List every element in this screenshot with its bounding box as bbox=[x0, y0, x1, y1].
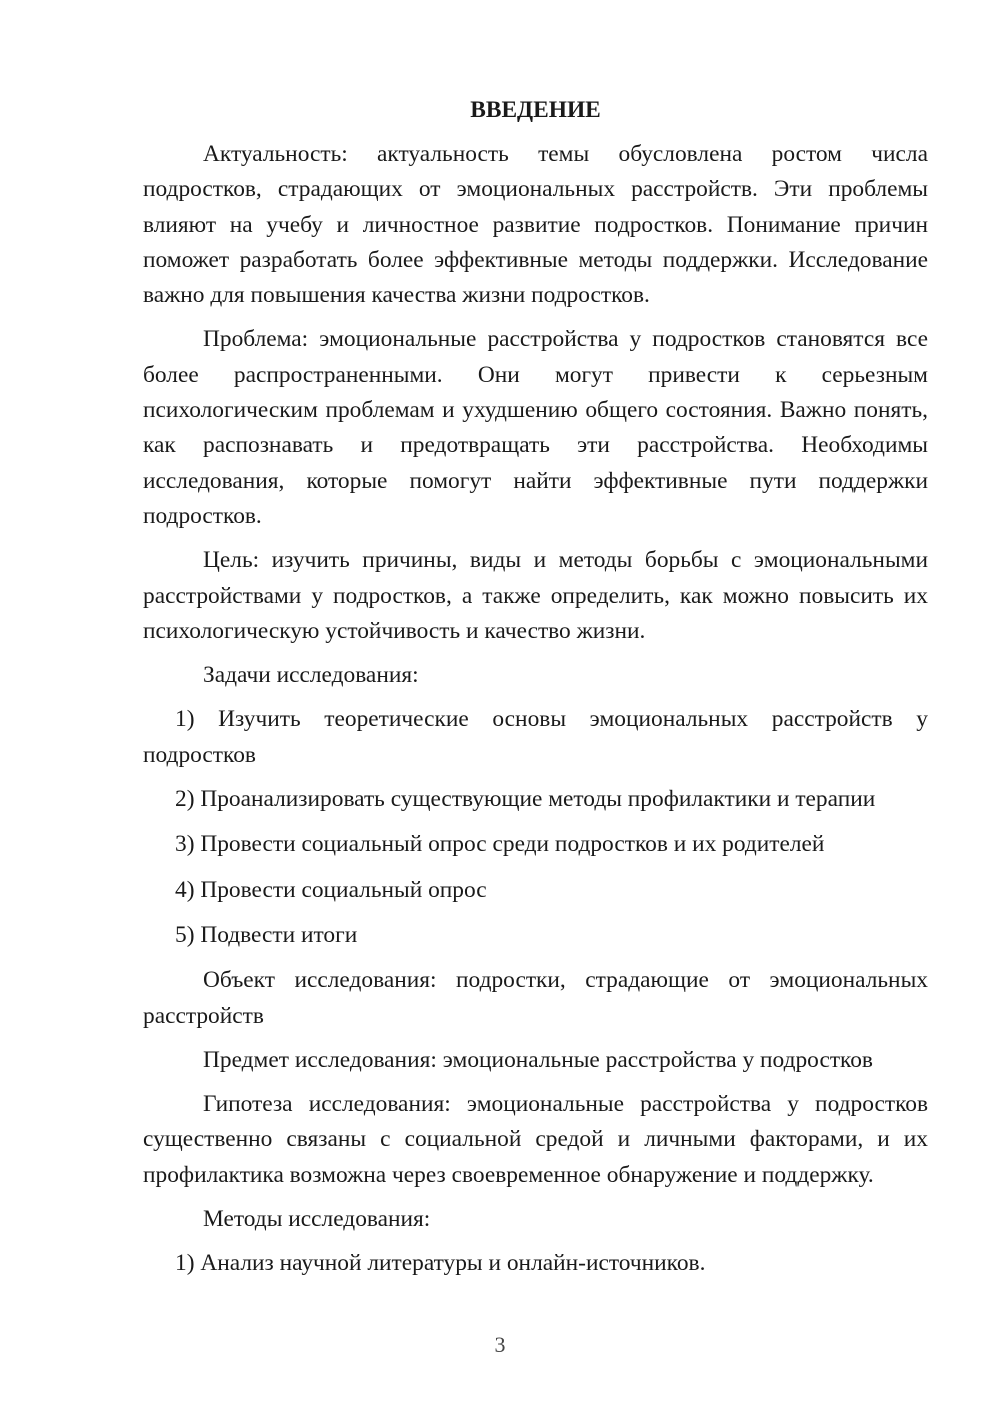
methods-heading: Методы исследования: bbox=[203, 1206, 431, 1233]
section-heading: ВВЕДЕНИЕ bbox=[470, 97, 601, 123]
problem-paragraph: Проблема: эмоциональные расстройства у подростков становятся все более распространенными. Они могут привести к серьезным психологическим проблемам и ухудшению общего состояния. Важно понять, как распознавать и предотвращать эти расстройства. Необходимы исследования, которые помогут найти эффективные пути поддержки подростков. bbox=[143, 326, 928, 529]
task-item-5: 5) Подвести итоги bbox=[175, 921, 358, 948]
task-item-2: 2) Проанализировать существующие методы профилактики и терапии bbox=[175, 786, 876, 813]
subject-paragraph: Предмет исследования: эмоциональные расстройства у подростков bbox=[203, 1046, 873, 1073]
page-content bbox=[143, 93, 928, 1292]
task-item-1: 1) Изучить теоретические основы эмоциональных расстройств у подростков bbox=[143, 706, 928, 768]
relevance-paragraph: Актуальность: актуальность темы обусловлена ростом числа подростков, страдающих от эмоциональных расстройств. Эти проблемы влияют на учебу и личностное развитие подростков. Понимание причин поможет разработать более эффективные методы поддержки. Исследование важно для повышения качества жизни подростков. bbox=[143, 141, 928, 309]
method-item-1: 1) Анализ научной литературы и онлайн-источников. bbox=[175, 1250, 706, 1277]
hypothesis-paragraph: Гипотеза исследования: эмоциональные расстройства у подростков существенно связаны с социальной средой и личными факторами, и их профилактика возможна через своевременное обнаружение и поддержку. bbox=[143, 1091, 928, 1188]
object-paragraph: Объект исследования: подростки, страдающие от эмоциональных расстройств bbox=[143, 967, 928, 1029]
task-item-3: 3) Провести социальный опрос среди подростков и их родителей bbox=[175, 831, 825, 858]
tasks-heading: Задачи исследования: bbox=[203, 662, 419, 689]
page-number: 3 bbox=[494, 1332, 506, 1357]
task-item-4: 4) Провести социальный опрос bbox=[175, 876, 487, 903]
goal-paragraph: Цель: изучить причины, виды и методы борьбы с эмоциональными расстройствами у подростков, а также определить, как можно повысить их психологическую устойчивость и качество жизни. bbox=[143, 547, 928, 644]
